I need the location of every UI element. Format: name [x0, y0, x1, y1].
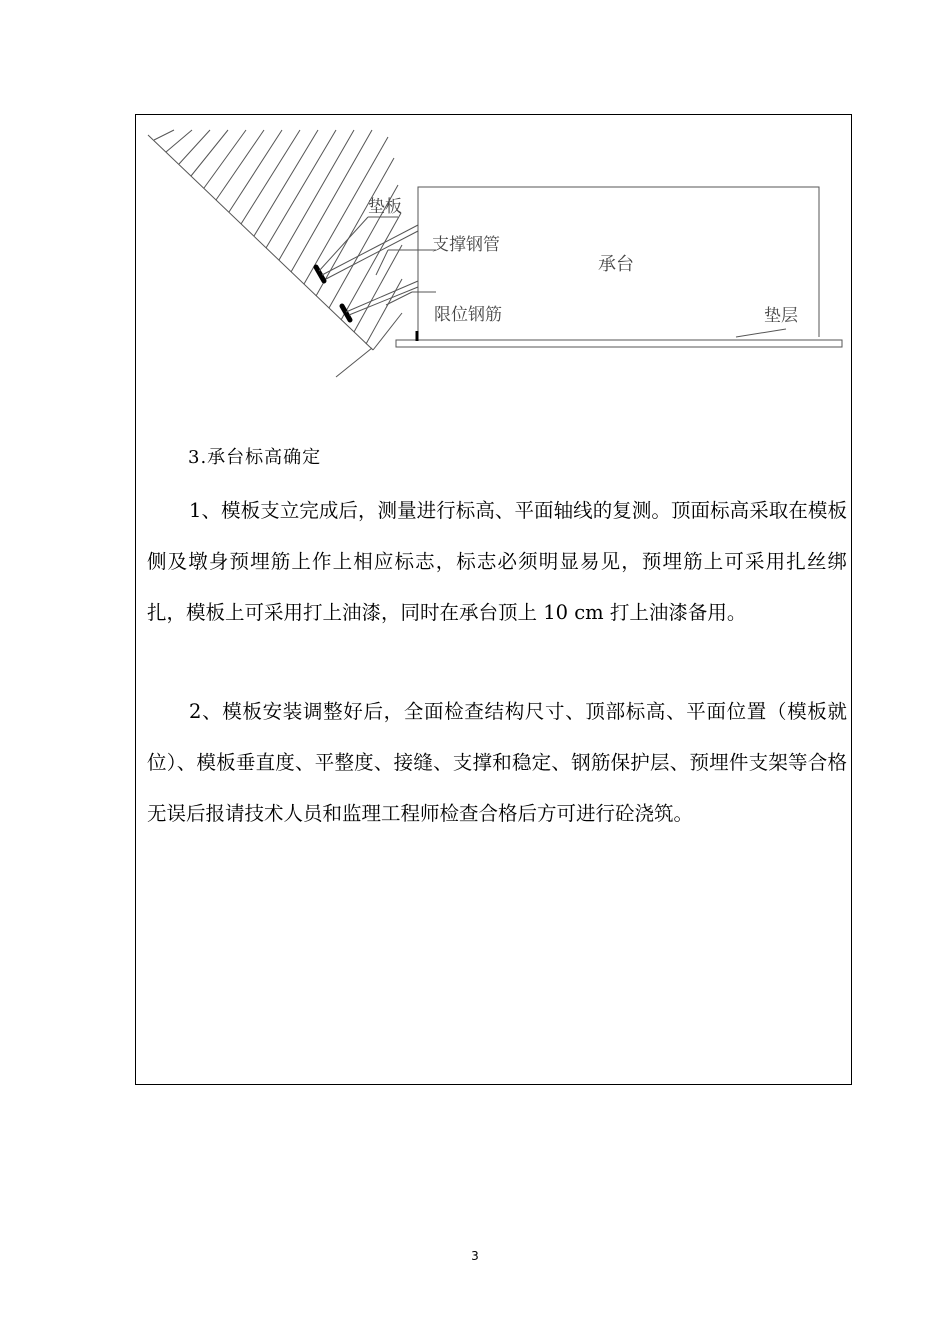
- content-frame: [135, 114, 852, 1085]
- label-limit-rebar: 限位钢筋: [434, 305, 502, 325]
- label-cushion: 垫层: [764, 306, 798, 326]
- formwork-support-diagram: [136, 115, 851, 385]
- label-support-pipe: 支撑钢管: [432, 235, 500, 255]
- label-pad-plate: 垫板: [368, 197, 402, 217]
- support-pipes: [322, 225, 418, 315]
- page-number: 3: [471, 1249, 479, 1263]
- section-heading: 3.承台标高确定: [188, 447, 322, 468]
- paragraph-1: 1、模板支立完成后，测量进行标高、平面轴线的复测。顶面标高采取在模板侧及墩身预埋筋上作上相应标志，标志必须明显易见，预埋筋上可采用扎丝绑扎，模板上可采用打上油漆，同时在承台顶上 10 cm 打上油漆备用。: [147, 499, 847, 624]
- paragraph-2: 2、模板安装调整好后，全面检查结构尺寸、顶部标高、平面位置（模板就位）、模板垂直度、平整度、接缝、支撑和稳定、钢筋保护层、预埋件支架等合格无误后报请技术人员和监理工程师检查合格后方可进行砼浇筑。: [147, 700, 847, 825]
- label-cap: 承台: [598, 254, 634, 275]
- cushion-layer: [396, 340, 842, 347]
